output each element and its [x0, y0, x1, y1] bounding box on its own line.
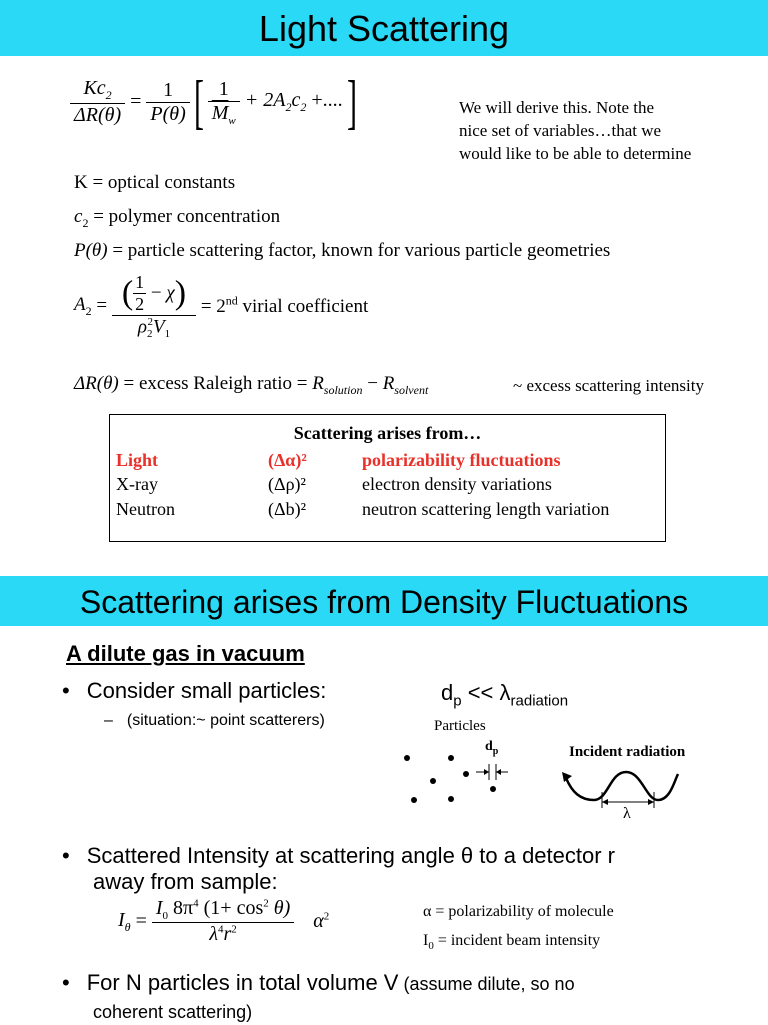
sub-bullet-point-scatterers: – (situation:~ point scatterers): [104, 712, 325, 729]
bullet-small-particles: • Consider small particles:: [62, 678, 327, 703]
particle-dot: [463, 771, 469, 777]
table-row: Neutron (Δb)² neutron scattering length variation: [116, 499, 610, 520]
derive-note: We will derive this. Note the nice set of variables…that we would like to be able to determine: [459, 98, 692, 163]
inner-fraction: $\frac{1}{\overline{M}_w}$: [208, 78, 240, 127]
lhs-fraction: $\frac{Kc_2}{\Delta R(\theta)}$: [70, 77, 125, 127]
intensity-equation: $I_\theta$ = $\frac{I_0 8\pi^4 (1+ \cos^2 \theta)}{\lambda^4r^2}$ $\alpha^2$: [118, 897, 330, 945]
def-p: P(θ) = particle scattering factor, known for various particle geometries: [74, 240, 611, 261]
lambda-label: λ: [623, 805, 631, 822]
scattering-table: [109, 414, 666, 542]
particle-dot: [411, 797, 417, 803]
intensity-fraction: $\frac{I_0 8\pi^4 (1+ \cos^2 \theta)}{\lambda^4r^2}$: [152, 897, 294, 946]
def-delta-r: ΔR(θ) = excess Raleigh ratio = $R_{solution} - R_{solvent}$: [74, 373, 429, 397]
particle-dot: [404, 755, 410, 761]
dp-arrows: [474, 762, 510, 782]
alpha-note: α = polarizability of molecule: [423, 903, 614, 920]
dp-label: $d_p$: [485, 739, 499, 757]
def-a2: $A_2$ = ( $\frac{1}{2}$ − χ) $\rho_2^2V_1$ = 2nd virial coefficient: [74, 272, 369, 341]
def-k: K = optical constants: [74, 172, 236, 193]
particle-dot: [448, 796, 454, 802]
title-banner: Light Scattering: [0, 0, 768, 56]
section-banner: Scattering arises from Density Fluctuations: [0, 576, 768, 626]
table-row: X-ray (Δρ)² electron density variations: [116, 474, 552, 495]
main-equation: $\frac{Kc_2}{\Delta R(\theta)}$ = $\frac{1}{P(\theta)}$ [ $\frac{1}{\overline{M}_w}$ + $2A_2c_2$ +.... ]: [70, 72, 356, 132]
a2-fraction: ( $\frac{1}{2}$ − χ) $\rho_2^2V_1$: [112, 272, 196, 340]
particle-dot: [490, 786, 496, 792]
bullet-scattered-intensity: • Scattered Intensity at scattering angle θ to a detector r away from sample:: [62, 843, 616, 894]
table-header: Scattering arises from…: [293, 423, 482, 443]
particles-label: Particles: [434, 718, 486, 734]
def-c2: $c_2$ = polymer concentration: [74, 206, 281, 230]
incident-radiation-label: Incident radiation: [569, 744, 686, 760]
table-row: Light (Δα)² polarizability fluctuations: [116, 449, 561, 470]
delta-r-note: ~ excess scattering intensity: [513, 376, 704, 395]
particle-dot: [448, 755, 454, 761]
mid-fraction: $\frac{1}{P(\theta)}$: [146, 79, 189, 126]
dp-condition: $d_p << \lambda_{radiation}$: [441, 680, 569, 710]
i0-note: $I_0$ = incident beam intensity: [423, 932, 601, 953]
particle-dot: [430, 778, 436, 784]
bullet-n-particles: • For N particles in total volume V (assume dilute, so no coherent scattering): [62, 970, 575, 1022]
section-heading: A dilute gas in vacuum: [66, 641, 305, 666]
